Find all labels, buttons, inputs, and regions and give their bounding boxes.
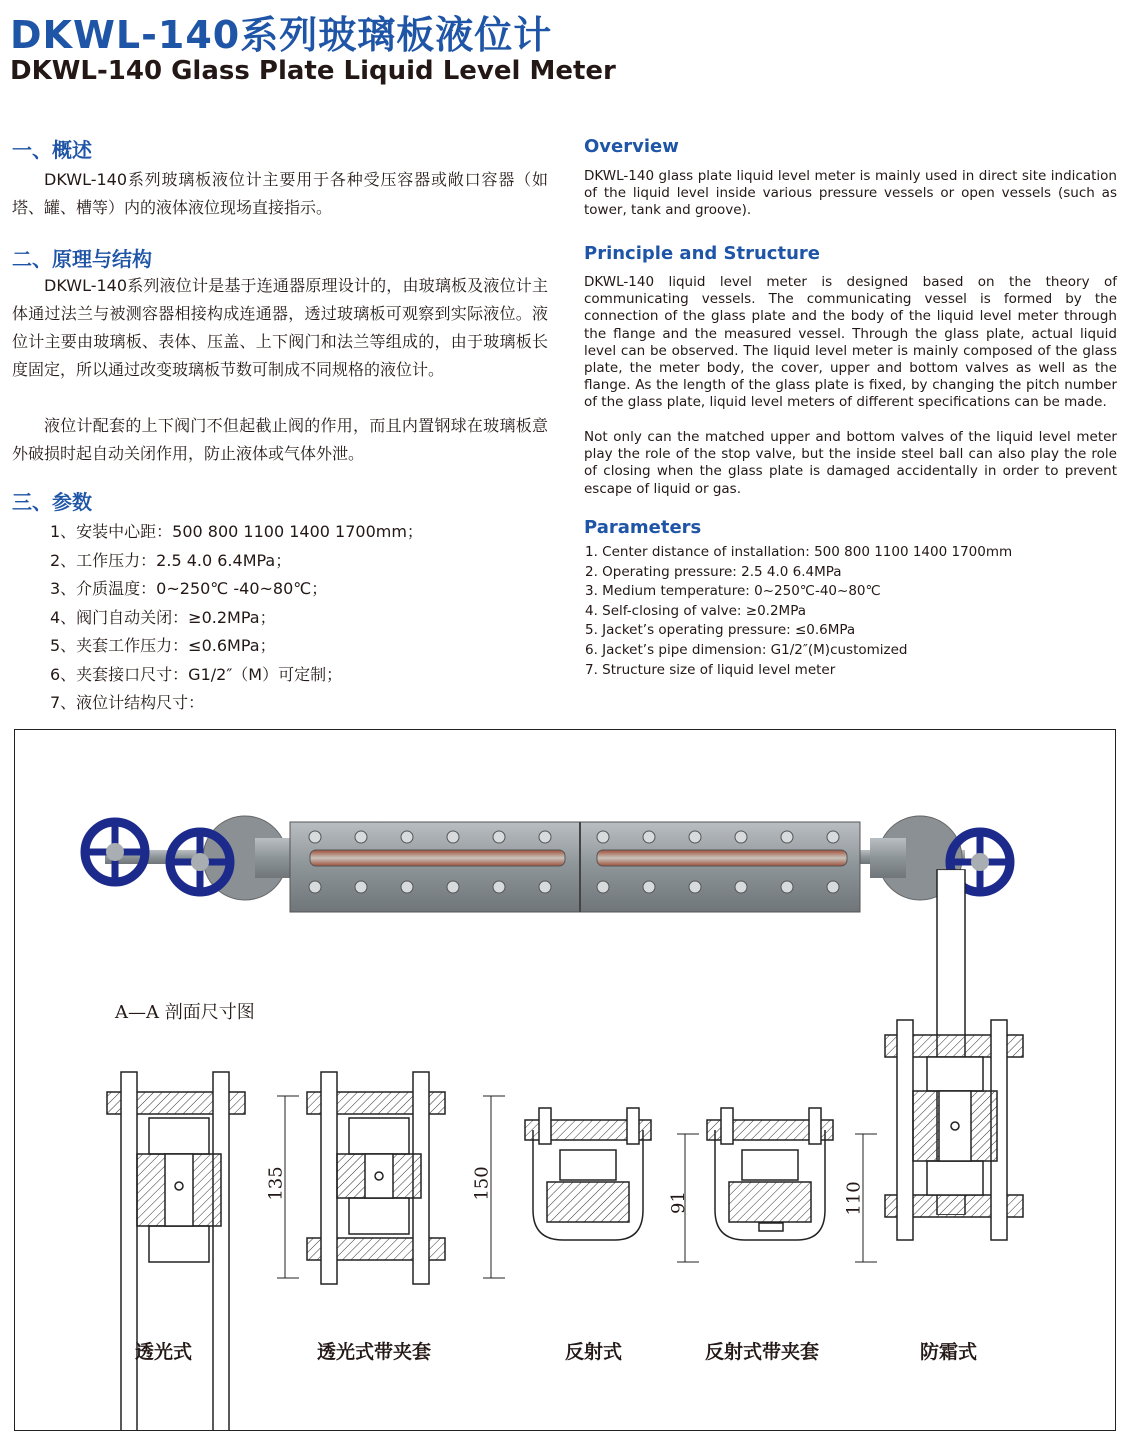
dimension-label: 110 — [843, 1181, 865, 1216]
principle-text-cn-2: 液位计配套的上下阀门不但起截止阀的作用，而且内置钢球在玻璃板意外破损时起自动关闭作用，防止液体或气体外泄。 — [12, 416, 548, 463]
page-title-cn: DKWL-140系列玻璃板液位计 — [10, 13, 553, 57]
parameters-list-en — [585, 543, 1012, 680]
principle-heading-cn: 二、原理与结构 — [12, 247, 152, 271]
dimension-label: 150 — [471, 1166, 493, 1201]
valve-handwheel-left — [85, 822, 145, 882]
figure-drawing — [15, 730, 1115, 1430]
list-item: 6. Jacket’s pipe dimension: G1/2″(M)customized — [585, 641, 908, 658]
overview-text-en: DKWL-140 glass plate liquid level meter is mainly used in direct site indication of the liquid level inside various pressure vessels or open vessels (such as tower, tank and groove). — [584, 168, 1117, 219]
caption-reflection-jacket: 反射式带夹套 — [705, 1341, 820, 1363]
overview-text-cn: DKWL-140系列玻璃板液位计主要用于各种受压容器或敞口容器（如塔、罐、槽等）内的液体液位现场直接指示。 — [12, 170, 548, 217]
section-transmission-jacket — [307, 1072, 445, 1284]
principle-text-en-1: DKWL-140 liquid level meter is designed based on the theory of communicating vessels. The communicating vessel is formed by the connection of the glass plate and the body of the liquid level meter through the flange and the measured vessel. Through the glass plate, actual liquid level can be observed. The liquid level meter is mainly composed of the glass plate, the meter body, the cover, upper and bottom valves as well as the flange. As the length of the glass plate is fixed, by changing the pitch number of the glass plate, liquid level meters of different specifications can be made. — [584, 274, 1117, 411]
caption-reflection: 反射式 — [565, 1341, 623, 1363]
section-frost-proof — [885, 870, 1023, 1240]
principle-text-cn-1: DKWL-140系列液位计是基于连通器原理设计的，由玻璃板及液位计主体通过法兰与被测容器相接构成连通器，透过玻璃板可观察到实际液位。液位计主要由玻璃板、表体、压盖、上下阀门和法兰等组成的，由于玻璃板长度固定，所以通过改变玻璃板节数可制成不同规格的液位计。 — [12, 276, 548, 379]
list-item: 3. Medium temperature: 0~250℃-40~80℃ — [585, 583, 881, 600]
list-item: 5. Jacket’s operating pressure: ≤0.6MPa — [585, 622, 856, 639]
overview-heading-en: Overview — [584, 136, 679, 157]
valve-handwheel-left-2 — [170, 832, 230, 892]
list-item: 4. Self-closing of valve: ≥0.2MPa — [585, 602, 807, 619]
dimension-label: 135 — [265, 1166, 287, 1201]
principle-text-en-2: Not only can the matched upper and bottom valves of the liquid level meter play the role of the stop valve, but the inside steel ball can also play the role of closing when the glass plate is damaged accidentally in order to prevent escape of liquid or gas. — [584, 429, 1117, 497]
product-figure — [14, 729, 1116, 1431]
parameters-heading-en: Parameters — [584, 517, 702, 538]
list-item: 7. Structure size of liquid level meter — [585, 661, 836, 678]
caption-frost-proof: 防霜式 — [920, 1341, 978, 1363]
level-meter-illustration — [85, 816, 1010, 912]
list-item: 7、液位计结构尺寸： — [50, 693, 205, 712]
caption-transmission: 透光式 — [135, 1341, 193, 1363]
principle-heading-en: Principle and Structure — [584, 243, 820, 264]
list-item: 2、工作压力：2.5 4.0 6.4MPa； — [50, 550, 292, 570]
list-item: 6、夹套接口尺寸：G1/2″（M）可定制； — [50, 664, 343, 684]
list-item: 4、阀门自动关闭：≥0.2MPa； — [50, 607, 276, 627]
caption-transmission-jacket: 透光式带夹套 — [317, 1341, 432, 1363]
overview-heading-cn: 一、概述 — [12, 138, 92, 162]
list-item: 2. Operating pressure: 2.5 4.0 6.4MPa — [585, 563, 842, 580]
parameters-heading-cn: 三、参数 — [12, 490, 92, 514]
section-transmission — [107, 1072, 245, 1430]
list-item: 5、夹套工作压力：≤0.6MPa； — [50, 636, 276, 655]
section-reflection — [525, 1108, 651, 1240]
dimension-label: 91 — [667, 1191, 689, 1214]
section-reflection-jacket — [707, 1108, 833, 1240]
section-drawing-title: A—A 剖面尺寸图 — [115, 1002, 255, 1023]
list-item: 1. Center distance of installation: 500 800 1100 1400 1700mm — [585, 544, 1013, 560]
parameters-list-cn — [50, 518, 423, 718]
list-item: 3、介质温度：0~250℃ -40~80℃； — [50, 579, 328, 598]
list-item: 1、安装中心距：500 800 1100 1400 1700mm； — [50, 522, 423, 541]
page-title-en: DKWL-140 Glass Plate Liquid Level Meter — [10, 56, 616, 86]
